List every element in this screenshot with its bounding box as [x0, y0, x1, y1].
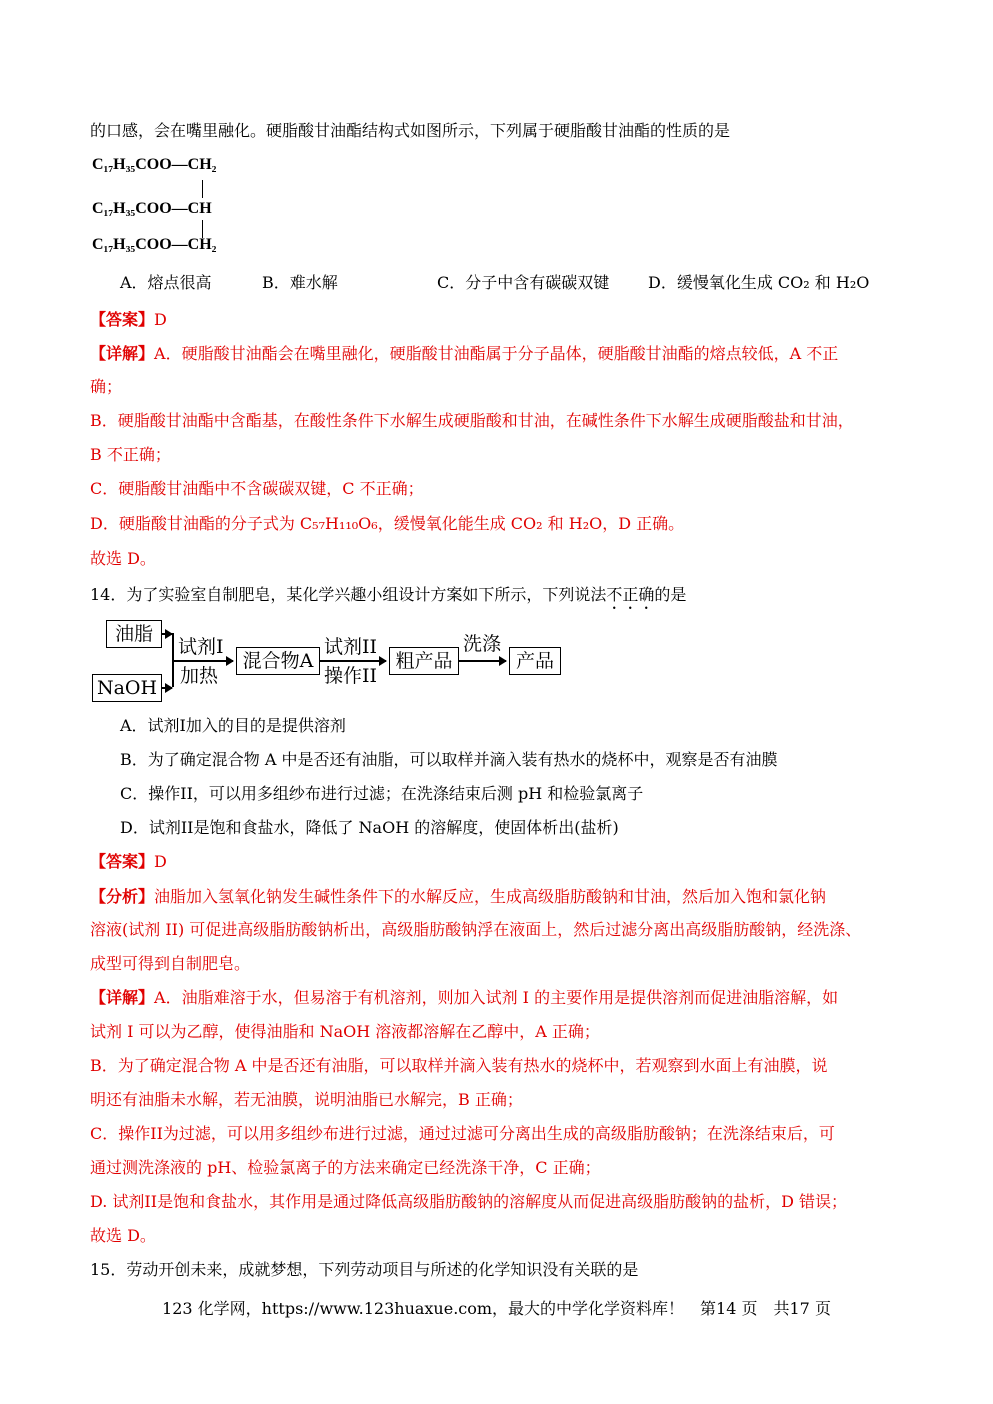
analysis-tag: 【分析】 [90, 887, 155, 906]
q14-analysis-2: 溶液(试剂 II) 可促进高级脂肪酸钠析出，高级脂肪酸钠浮在液面上，然后过滤分离出高级脂肪酸钠，经洗涤、 [90, 920, 862, 939]
flow-arrow-3 [459, 660, 506, 662]
q14-answer [90, 850, 167, 874]
q14-detail-1b: 试剂 I 可以为乙醇，使得油脂和 NaOH 溶液都溶解在乙醇中，A 正确； [90, 1022, 600, 1041]
q13-detail-2b: B 不正确； [90, 445, 171, 464]
flow-label-heat: 加热 [180, 665, 219, 687]
flow-label-reagent2: 试剂II [324, 636, 378, 658]
flow-box-naoh: NaOH [92, 674, 162, 702]
flow-arrow-2 [320, 660, 386, 662]
answer-value: D [154, 310, 167, 329]
q14-option-c: C．操作II，可以用多组纱布进行过滤；在洗涤结束后测 pH 和检验氯离子 [120, 784, 644, 803]
q14-stem-pre: 14．为了实验室自制肥皂，某化学兴趣小组设计方案如下所示，下列说法 [90, 585, 607, 604]
detail-tag: 【详解】 [90, 988, 155, 1007]
q13-option-b: B．难水解 [262, 273, 338, 292]
answer-value: D [154, 852, 167, 871]
flow-box-oil: 油脂 [106, 620, 162, 648]
detail-tag: 【详解】 [90, 344, 155, 363]
flow-label-reagent1: 试剂I [178, 636, 224, 658]
q14-analysis-1 [90, 885, 826, 909]
flow-arrow-1 [173, 660, 233, 662]
q13-detail-4: D．硬脂酸甘油酯的分子式为 C₅₇H₁₁₀O₆，缓慢氧化能生成 CO₂ 和 H₂O，D 正确。 [90, 514, 685, 533]
q14-detail-4: D. 试剂II是饱和食盐水，其作用是通过降低高级脂肪酸钠的溶解度从而促进高级脂肪酸钠的盐析，D 错误； [90, 1192, 847, 1211]
formula-row-2: C₁₇H₃₅COO—CH [92, 200, 212, 217]
q14-option-b: B．为了确定混合物 A 中是否还有油脂，可以取样并滴入装有热水的烧杯中，观察是否有油膜 [120, 750, 778, 769]
q14-option-a: A．试剂I加入的目的是提供溶剂 [120, 716, 346, 735]
flow-label-operation2: 操作II [324, 665, 378, 687]
q14-conclusion: 故选 D。 [90, 1226, 156, 1245]
flow-connector-naoh [161, 687, 172, 689]
q14-stem-post: 的是 [654, 585, 687, 604]
analysis-text: 油脂加入氢氧化钠发生碱性条件下的水解反应，生成高级脂肪酸钠和甘油，然后加入饱和氯化钠 [154, 887, 827, 906]
bond-line-1 [202, 180, 203, 198]
q13-conclusion: 故选 D。 [90, 549, 156, 568]
page-footer: 123 化学网，https://www.123huaxue.com，最大的中学化学资料库！ 第14 页 共17 页 [162, 1299, 831, 1318]
formula-row-1: C₁₇H₃₅COO—CH₂ [92, 156, 217, 173]
q13-detail-1a [90, 342, 838, 366]
q14-analysis-3: 成型可得到自制肥皂。 [90, 954, 251, 973]
q14-stem-emphasis: 不正确 [606, 585, 655, 604]
formula-row-3: C₁₇H₃₅COO—CH₂ [92, 236, 217, 253]
q14-detail-1a [90, 986, 838, 1010]
q14-option-d: D．试剂II是饱和食盐水，降低了 NaOH 的溶解度，使固体析出(盐析) [120, 818, 619, 837]
q14-stem [90, 583, 686, 613]
q13-option-c: C．分子中含有碳碳双键 [437, 273, 610, 292]
q13-option-a: A．熔点很高 [120, 273, 212, 292]
flow-box-product: 产品 [509, 647, 561, 675]
flow-box-mixture: 混合物A [236, 647, 320, 675]
q13-detail-2a: B．硬脂酸甘油酯中含酯基，在酸性条件下水解生成硬脂酸和甘油，在碱性条件下水解生成硬脂酸盐和甘油， [90, 411, 854, 430]
q13-detail-1b: 确； [90, 377, 123, 396]
q13-answer [90, 308, 167, 332]
q13-detail-3: C．硬脂酸甘油酯中不含碳碳双键，C 不正确； [90, 479, 424, 498]
q14-detail-3b: 通过测洗涤液的 pH、检验氯离子的方法来确定已经洗涤干净，C 正确； [90, 1158, 601, 1177]
answer-tag: 【答案】 [90, 310, 155, 329]
q14-detail-2b: 明还有油脂未水解，若无油膜，说明油脂已水解完，B 正确； [90, 1090, 523, 1109]
flow-connector-oil [161, 633, 172, 635]
answer-tag: 【答案】 [90, 852, 155, 871]
flow-label-wash: 洗涤 [463, 633, 502, 655]
detail-text: A．硬脂酸甘油酯会在嘴里融化，硬脂酸甘油酯属于分子晶体，硬脂酸甘油酯的熔点较低，A 不正 [154, 344, 839, 363]
q13-intro: 的口感，会在嘴里融化。硬脂酸甘油酯结构式如图所示，下列属于硬脂酸甘油酯的性质的是 [90, 121, 731, 140]
q13-option-d: D．缓慢氧化生成 CO₂ 和 H₂O [648, 273, 870, 292]
flow-box-crude: 粗产品 [389, 647, 459, 675]
q14-detail-3a: C．操作II为过滤，可以用多组纱布进行过滤，通过过滤可分离出生成的高级脂肪酸钠；在洗涤结束后，可 [90, 1124, 835, 1143]
q15-stem: 15．劳动开创未来，成就梦想，下列劳动项目与所述的化学知识没有关联的是 [90, 1260, 639, 1279]
detail-text: A．油脂难溶于水，但易溶于有机溶剂，则加入试剂 I 的主要作用是提供溶剂而促进油脂溶解，如 [154, 988, 839, 1007]
q14-detail-2a: B．为了确定混合物 A 中是否还有油脂，可以取样并滴入装有热水的烧杯中，若观察到水面上有油膜，说 [90, 1056, 828, 1075]
